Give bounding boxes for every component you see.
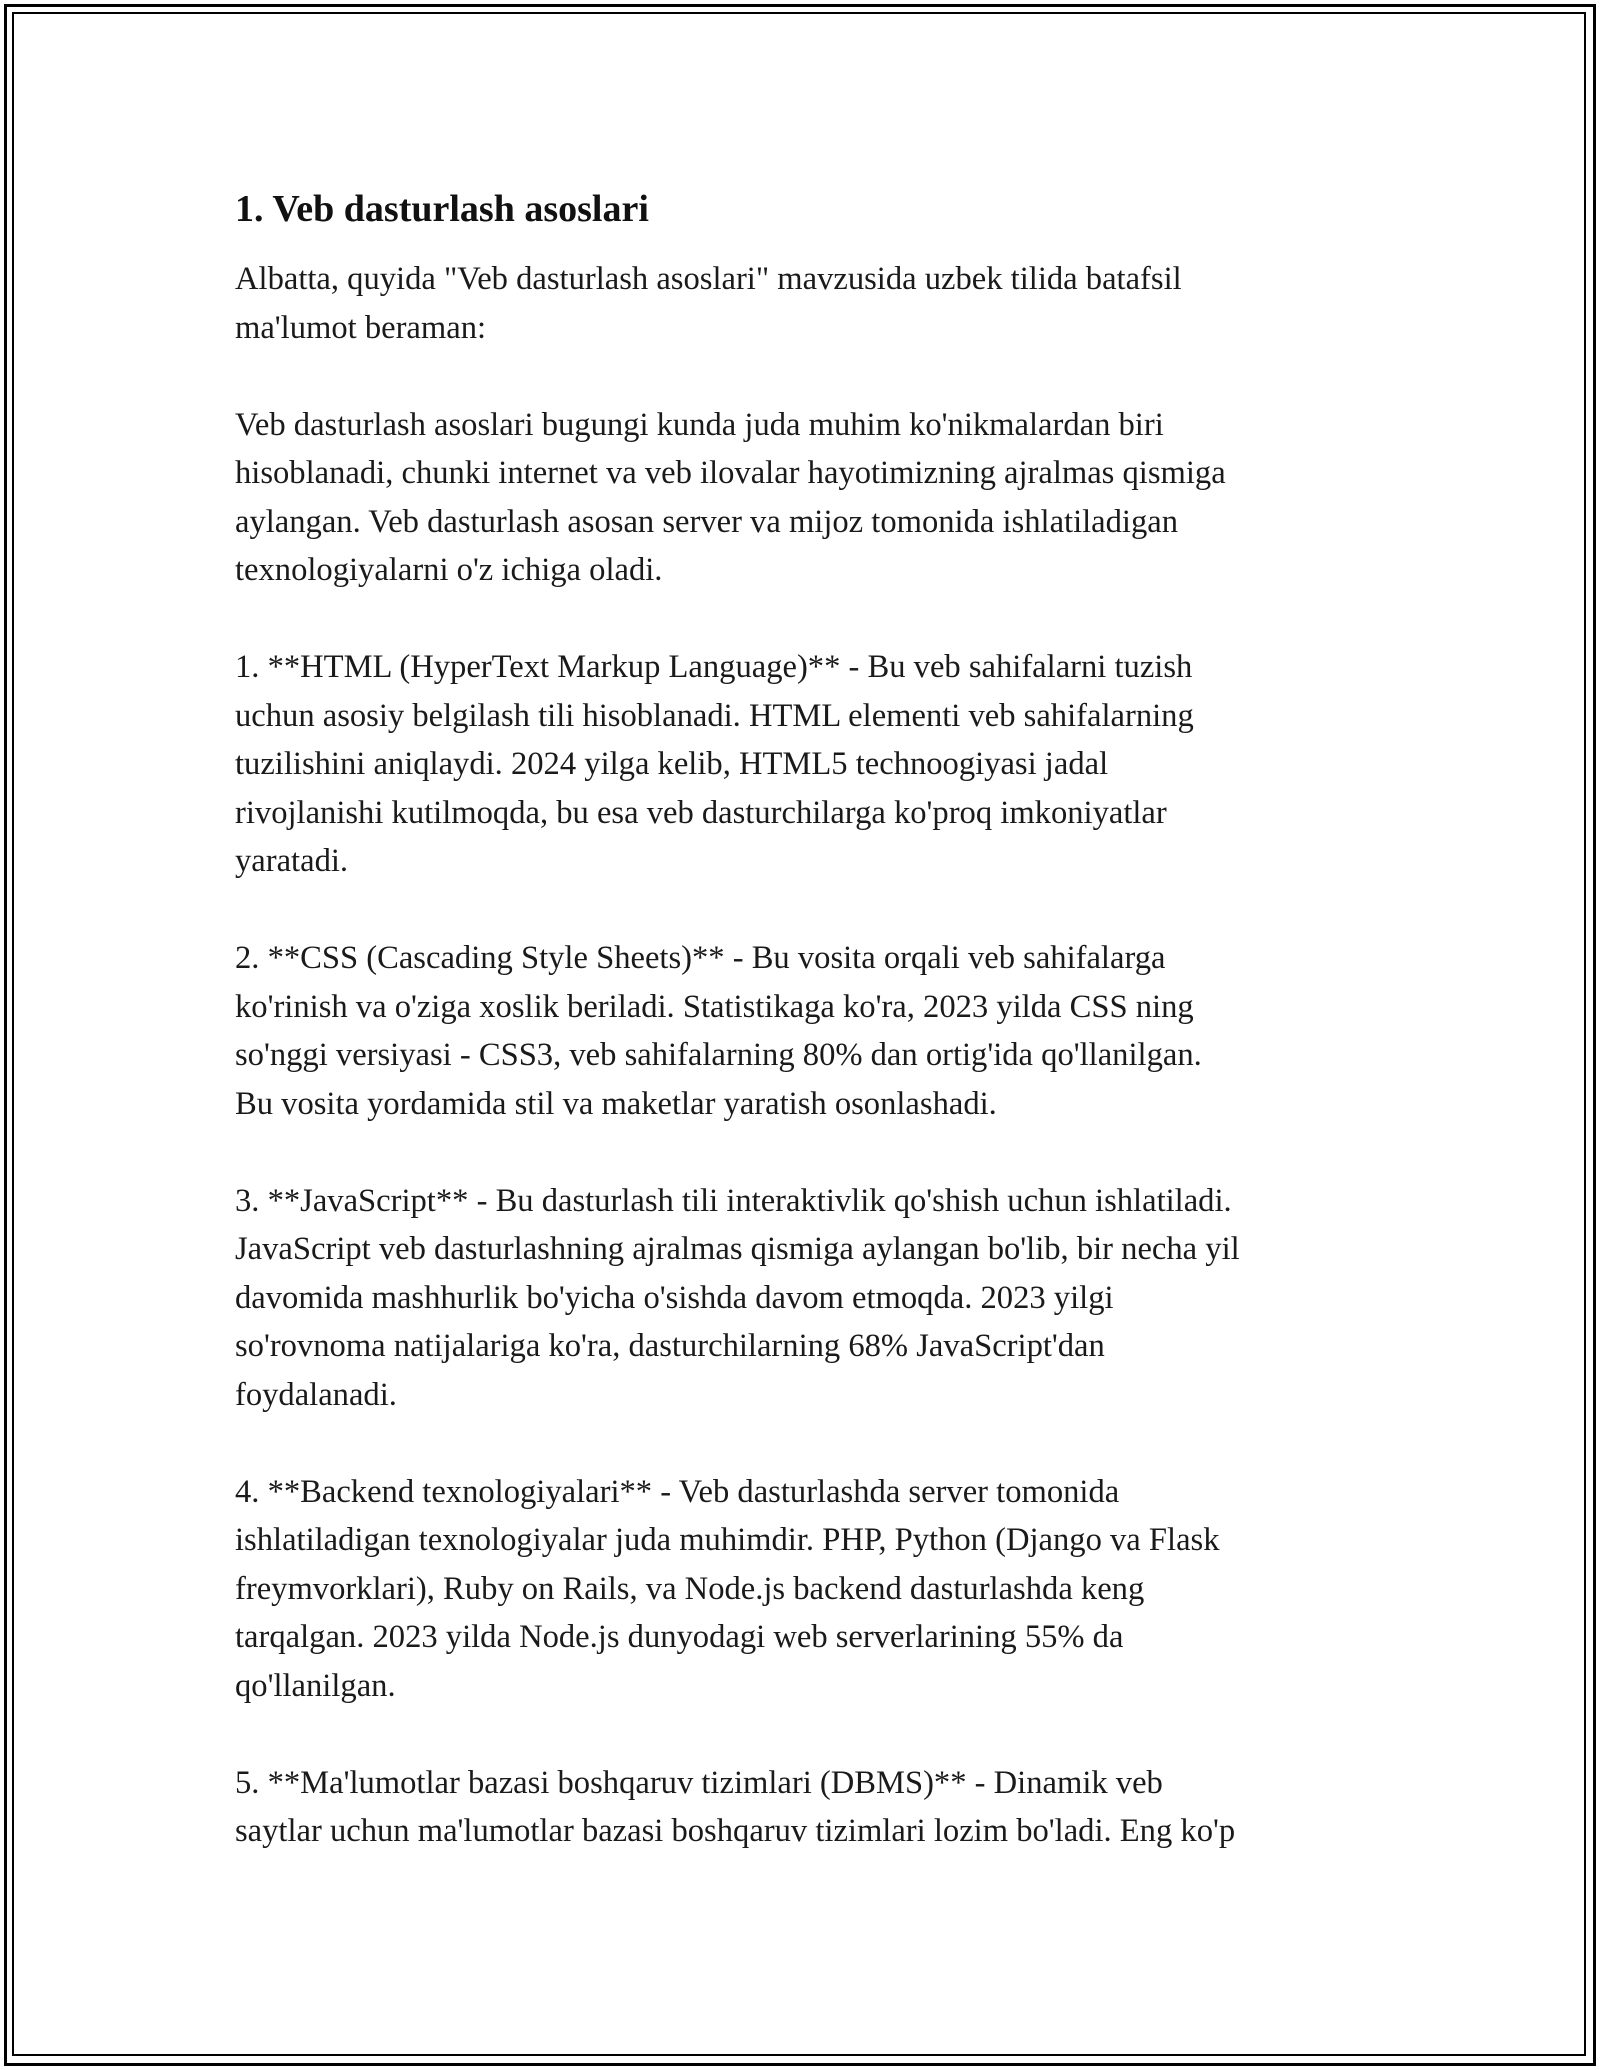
text-line: 4. **Backend texnologiyalari** - Veb dasturlashda server tomonida [235, 1473, 1120, 1510]
text-line: 3. **JavaScript** - Bu dasturlash tili interaktivlik qo'shish uchun ishlatiladi. [235, 1182, 1232, 1219]
dbms-paragraph [235, 1759, 1385, 1856]
text-line: aylangan. Veb dasturlash asosan server va mijoz tomonida ishlatiladigan [235, 503, 1179, 540]
text-line: 1. **HTML (HyperText Markup Language)** - Bu veb sahifalarni tuzish [235, 649, 1193, 685]
text-line: rivojlanishi kutilmoqda, bu esa veb dasturchilarga ko'proq imkoniyatlar [235, 794, 1167, 831]
javascript-paragraph [235, 1177, 1385, 1420]
text-line: ishlatiladigan texnologiyalar juda muhimdir. PHP, Python (Django va Flask [235, 1522, 1220, 1558]
backend-paragraph [235, 1468, 1385, 1711]
text-line: ko'rinish va o'ziga xoslik beriladi. Statistikaga ko'ra, 2023 yilda CSS ning [235, 988, 1194, 1025]
text-line: texnologiyalarni o'z ichiga oladi. [235, 552, 663, 588]
text-line: Bu vosita yordamida stil va maketlar yaratish osonlashadi. [235, 1085, 997, 1122]
text-line: tuzilishini aniqlaydi. 2024 yilga kelib, HTML5 technoogiyasi jadal [235, 746, 1109, 782]
text-line: Veb dasturlash asoslari bugungi kunda juda muhim ko'nikmalardan biri [235, 406, 1164, 443]
html-paragraph [235, 643, 1385, 886]
css-paragraph [235, 934, 1385, 1128]
text-line: 5. **Ma'lumotlar bazasi boshqaruv tizimlari (DBMS)** - Dinamik veb [235, 1764, 1163, 1801]
text-line: Albatta, quyida "Veb dasturlash asoslari" mavzusida uzbek tilida batafsil [235, 261, 1182, 297]
text-line: qo'llanilgan. [235, 1667, 396, 1704]
text-line: yaratadi. [235, 843, 349, 879]
overview-paragraph [235, 401, 1385, 595]
intro-paragraph [235, 255, 1385, 352]
text-line: freymvorklari), Ruby on Rails, va Node.js backend dasturlashda keng [235, 1570, 1145, 1607]
text-line: so'rovnoma natijalariga ko'ra, dasturchilarning 68% JavaScript'dan [235, 1328, 1105, 1364]
document-body [235, 185, 1385, 1904]
text-line: hisoblanadi, chunki internet va veb ilovalar hayotimizning ajralmas qismiga [235, 455, 1226, 491]
text-line: saytlar uchun ma'lumotlar bazasi boshqaruv tizimlari lozim bo'ladi. Eng ko'p [235, 1813, 1236, 1849]
text-line: ma'lumot beraman: [235, 309, 487, 346]
text-line: so'nggi versiyasi - CSS3, veb sahifalarning 80% dan ortig'ida qo'llanilgan. [235, 1037, 1202, 1073]
text-line: tarqalgan. 2023 yilda Node.js dunyodagi web serverlarining 55% da [235, 1619, 1124, 1655]
text-line: uchun asosiy belgilash tili hisoblanadi. HTML elementi veb sahifalarning [235, 697, 1194, 734]
document-heading: 1. Veb dasturlash asoslari [235, 188, 649, 230]
text-line: foydalanadi. [235, 1376, 397, 1413]
text-line: 2. **CSS (Cascading Style Sheets)** - Bu vosita orqali veb sahifalarga [235, 940, 1166, 976]
text-line: davomida mashhurlik bo'yicha o'sishda davom etmoqda. 2023 yilgi [235, 1279, 1114, 1316]
text-line: JavaScript veb dasturlashning ajralmas qismiga aylangan bo'lib, bir necha yil [235, 1231, 1240, 1267]
